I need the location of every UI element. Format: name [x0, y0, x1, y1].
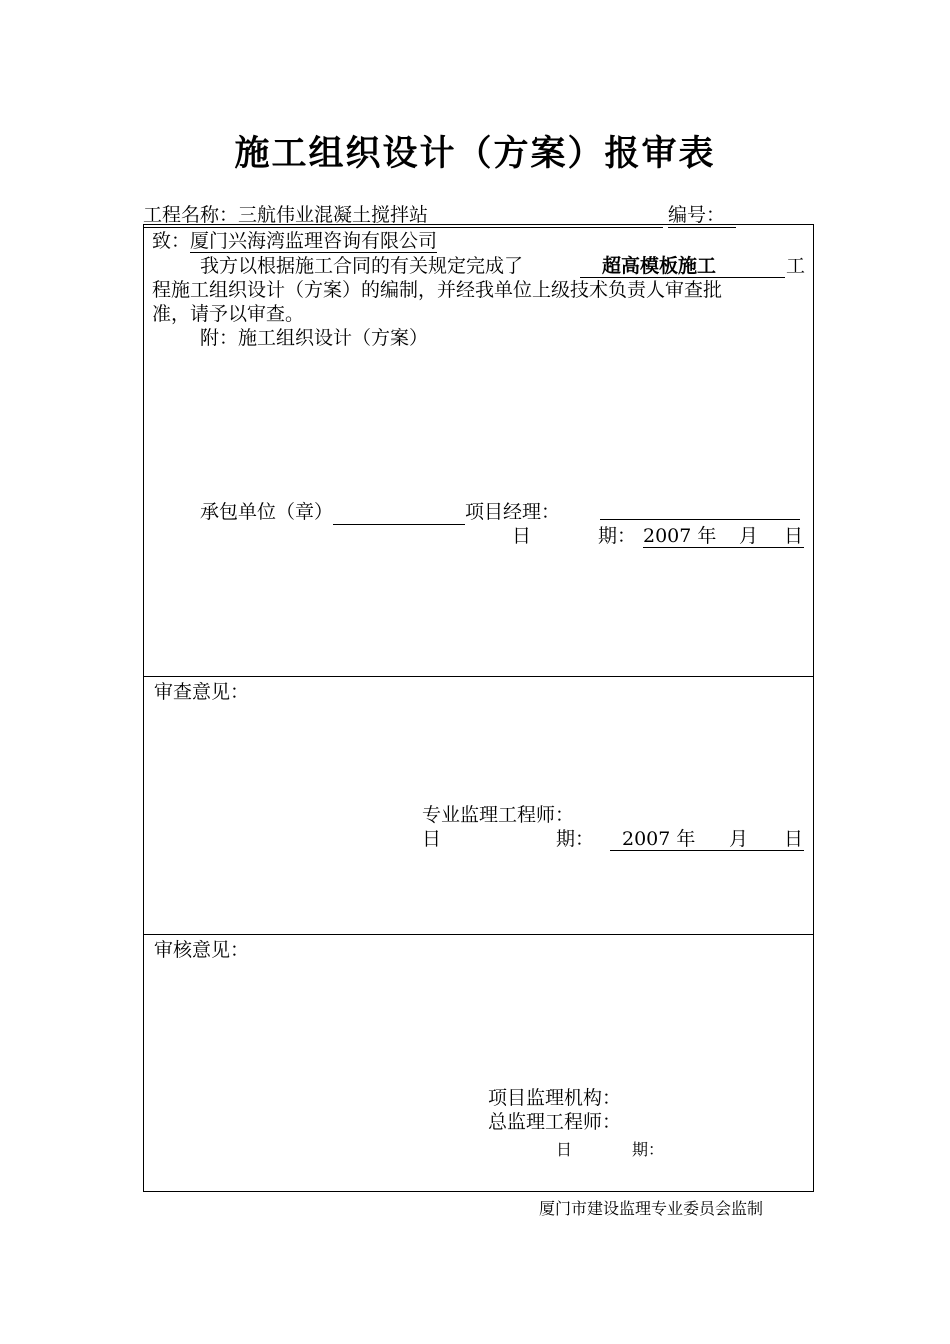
contractor-row: [200, 499, 560, 525]
date-month-1: 月: [739, 525, 759, 547]
addressee-row: [152, 228, 437, 254]
page-title: 施工组织设计（方案）报审表: [234, 134, 716, 174]
manager-label: 项目经理：: [465, 501, 561, 523]
body-line-3: 准，请予以审查。: [152, 303, 305, 325]
date-label-right-1: 期：: [598, 525, 637, 547]
audit-opinion-label: 审核意见：: [154, 939, 250, 961]
date-label-right-2: 期：: [556, 828, 595, 850]
date-year-1: 2007 年: [643, 525, 717, 547]
body-line-1-prefix: 我方以根据施工合同的有关规定完成了: [200, 255, 524, 277]
project-item: 超高模板施工: [602, 255, 717, 277]
contractor-label: 承包单位（章）: [200, 501, 334, 523]
date-label-left-3: 日: [556, 1140, 573, 1159]
form-table: [143, 224, 814, 1192]
project-name: 三航伟业混凝土搅拌站: [238, 204, 429, 226]
to-label: 致：: [152, 230, 191, 252]
section-divider-1: [143, 676, 814, 677]
body-line-1: [200, 253, 523, 279]
addressee-name: 厦门兴海湾监理咨询有限公司: [190, 230, 438, 252]
date-field-1: [643, 523, 804, 548]
manager-blank: [600, 519, 800, 520]
date-label-right-3: 期：: [632, 1140, 665, 1159]
date-day-2: 日: [784, 828, 804, 850]
date-field-2: [610, 826, 804, 851]
date-year-2: 2007 年: [622, 828, 696, 850]
project-label: 工程名称：: [143, 204, 239, 226]
body-line-2: 程施工组织设计（方案）的编制，并经我单位上级技术负责人审查批: [152, 279, 723, 301]
date-day-1: 日: [784, 525, 804, 547]
project-supervision-org-label: 项目监理机构：: [488, 1087, 622, 1109]
section-divider-2: [143, 934, 814, 935]
chief-engineer-label: 总监理工程师：: [488, 1111, 622, 1133]
supervisor-engineer-label: 专业监理工程师：: [422, 804, 575, 826]
date-label-left-1: 日: [512, 525, 532, 547]
number-label: 编号：: [668, 204, 726, 226]
review-opinion-label: 审查意见：: [154, 681, 250, 703]
date-label-left-2: 日: [422, 828, 442, 850]
attachment-line: 附：施工组织设计（方案）: [200, 327, 429, 349]
contractor-blank: [333, 504, 465, 525]
project-item-field: [580, 253, 785, 278]
body-line-1-suffix: 工: [786, 255, 806, 277]
footer-issuer: 厦门市建设监理专业委员会监制: [539, 1199, 764, 1218]
date-month-2: 月: [729, 828, 749, 850]
